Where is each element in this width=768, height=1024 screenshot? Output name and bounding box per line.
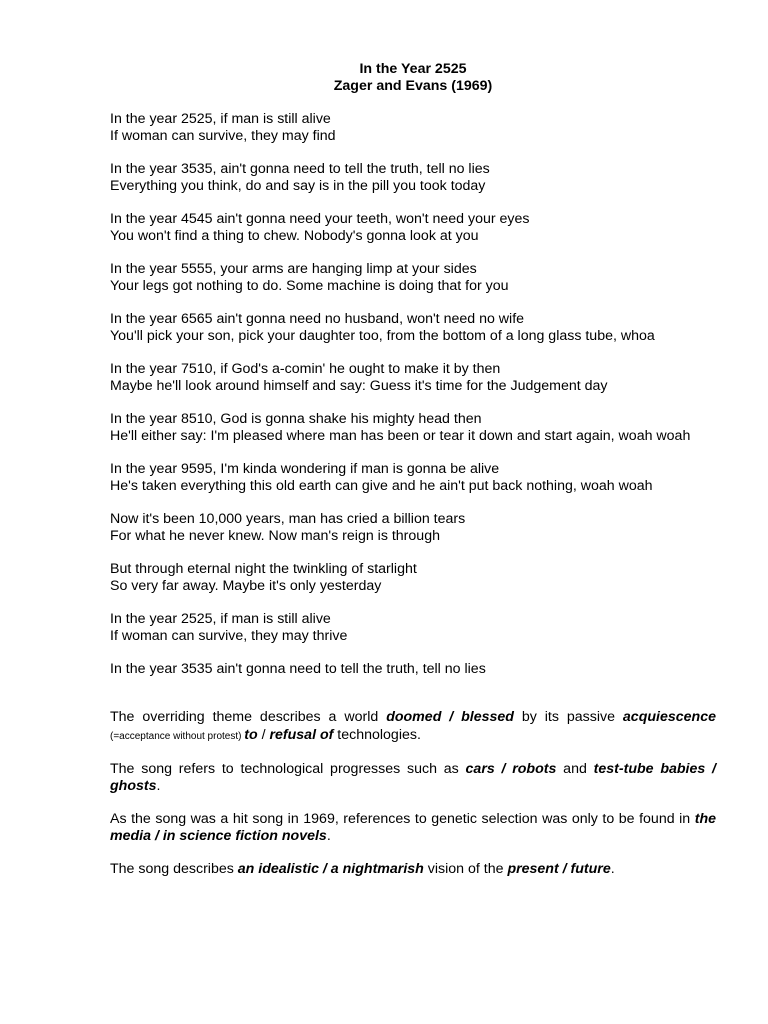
lyric-line: In the year 7510, if God's a-comin' he ought to make it by then xyxy=(110,361,501,377)
lyric-line: So very far away. Maybe it's only yesterday xyxy=(110,578,382,594)
choice-babies-ghosts: test-tube babies / ghosts xyxy=(110,761,716,794)
stanza xyxy=(110,361,716,395)
choice-separator: / xyxy=(257,727,270,743)
stanza xyxy=(110,261,716,295)
lyric-line: In the year 3535, ain't gonna need to tell the truth, tell no lies xyxy=(110,161,490,177)
lyric-line: He's taken everything this old earth can give and he ain't put back nothing, woah woah xyxy=(110,478,653,494)
lyric-line: You won't find a thing to chew. Nobody's gonna look at you xyxy=(110,228,479,244)
lyric-line: If woman can survive, they may find xyxy=(110,128,336,144)
lyric-line: Maybe he'll look around himself and say: Guess it's time for the Judgement day xyxy=(110,378,608,394)
stanza xyxy=(110,111,716,145)
lyric-line: If woman can survive, they may thrive xyxy=(110,628,348,644)
question-text: vision of the xyxy=(423,861,508,877)
title-block xyxy=(110,61,716,95)
lyric-line: In the year 2525, if man is still alive xyxy=(110,611,331,627)
question-text: by its passive xyxy=(513,709,623,725)
choice-present-future: present / future xyxy=(507,861,611,877)
stanza xyxy=(110,661,716,678)
lyric-line: In the year 5555, your arms are hanging limp at your sides xyxy=(110,261,477,277)
choice-doomed-blessed: doomed / blessed xyxy=(386,709,514,725)
lyric-line: For what he never knew. Now man's reign is through xyxy=(110,528,440,544)
choice-refusal-of: refusal of xyxy=(269,727,334,743)
stanza xyxy=(110,561,716,595)
lyric-line: Your legs got nothing to do. Some machine is doing that for you xyxy=(110,278,509,294)
lyric-line: In the year 3535 ain't gonna need to tell the truth, tell no lies xyxy=(110,661,486,677)
question-text: The song describes xyxy=(110,861,238,877)
stanza xyxy=(110,311,716,345)
lyric-line: You'll pick your son, pick your daughter too, from the bottom of a long glass tube, whoa xyxy=(110,328,655,344)
song-title: In the Year 2525 xyxy=(359,61,467,77)
lyric-line: In the year 2525, if man is still alive xyxy=(110,111,331,127)
question-technology xyxy=(110,761,716,795)
stanza xyxy=(110,511,716,545)
lyric-line: In the year 6565 ain't gonna need no husband, won't need no wife xyxy=(110,311,525,327)
stanza xyxy=(110,161,716,195)
lyric-line: In the year 8510, God is gonna shake his mighty head then xyxy=(110,411,482,427)
lyric-line: Everything you think, do and say is in the pill you took today xyxy=(110,178,486,194)
question-vision xyxy=(110,861,716,878)
definition-note: (=acceptance without protest) xyxy=(110,731,245,742)
stanza xyxy=(110,211,716,245)
choice-to: to xyxy=(244,727,258,743)
questions-section xyxy=(110,709,716,878)
lyric-line: He'll either say: I'm pleased where man has been or tear it down and start again, woah woah xyxy=(110,428,691,444)
question-theme xyxy=(110,709,716,745)
document-page xyxy=(110,61,716,894)
choice-media-novels: the media / in science fiction novels xyxy=(110,811,716,844)
question-text: technologies. xyxy=(333,727,421,743)
lyric-line: But through eternal night the twinkling of starlight xyxy=(110,561,417,577)
question-text: As the song was a hit song in 1969, references to genetic selection was only to be found in xyxy=(110,811,695,827)
choice-idealistic-nightmarish: an idealistic / a nightmarish xyxy=(237,861,424,877)
question-text: . xyxy=(156,778,161,794)
question-genetic-selection xyxy=(110,811,716,845)
song-artist: Zager and Evans (1969) xyxy=(333,78,493,94)
question-text: . xyxy=(326,828,331,844)
term-acquiescence: acquiescence xyxy=(622,709,716,725)
choice-cars-robots: cars / robots xyxy=(465,761,557,777)
question-text: and xyxy=(556,761,594,777)
stanza xyxy=(110,611,716,645)
question-text: . xyxy=(610,861,615,877)
question-text: The song refers to technological progresses such as xyxy=(110,761,466,777)
question-text: The overriding theme describes a world xyxy=(110,709,387,725)
lyric-line: In the year 4545 ain't gonna need your teeth, won't need your eyes xyxy=(110,211,530,227)
lyric-line: In the year 9595, I'm kinda wondering if man is gonna be alive xyxy=(110,461,500,477)
stanza xyxy=(110,461,716,495)
lyric-line: Now it's been 10,000 years, man has cried a billion tears xyxy=(110,511,466,527)
stanza xyxy=(110,411,716,445)
